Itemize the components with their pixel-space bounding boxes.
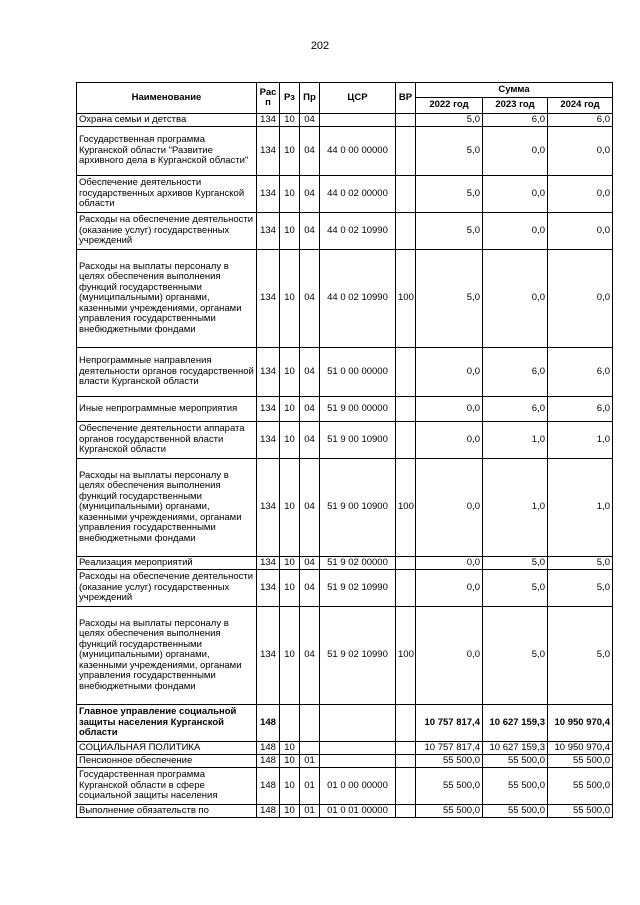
cell-2024: 6,0 xyxy=(548,114,613,127)
cell-2022: 0,0 xyxy=(416,397,483,422)
cell-2022: 5,0 xyxy=(416,176,483,213)
cell-csr: 51 0 00 00000 xyxy=(320,348,396,397)
cell-2022: 5,0 xyxy=(416,250,483,348)
cell-name: Государственная программа Курганской области в сфере социальной защиты населения xyxy=(77,768,257,805)
cell-name: Расходы на обеспечение деятельности (оказание услуг) государственных учреждений xyxy=(77,213,257,250)
cell-csr: 51 9 02 10990 xyxy=(320,607,396,705)
cell-rasp: 134 xyxy=(257,570,280,607)
cell-rz: 10 xyxy=(280,607,300,705)
cell-2024: 5,0 xyxy=(548,570,613,607)
cell-vr xyxy=(396,805,416,818)
cell-csr: 51 9 00 10900 xyxy=(320,422,396,459)
cell-pr: 04 xyxy=(300,127,320,176)
cell-2023: 0,0 xyxy=(483,176,548,213)
cell-2024: 55 500,0 xyxy=(548,755,613,768)
cell-vr xyxy=(396,176,416,213)
cell-rz: 10 xyxy=(280,250,300,348)
cell-2024: 6,0 xyxy=(548,348,613,397)
cell-rz: 10 xyxy=(280,114,300,127)
cell-pr: 04 xyxy=(300,570,320,607)
table-row xyxy=(77,422,613,459)
header-2024: 2024 год xyxy=(548,98,613,114)
cell-2022: 0,0 xyxy=(416,459,483,557)
cell-2023: 55 500,0 xyxy=(483,805,548,818)
cell-2023: 55 500,0 xyxy=(483,755,548,768)
cell-2024: 55 500,0 xyxy=(548,768,613,805)
cell-vr: 100 xyxy=(396,459,416,557)
cell-rz: 10 xyxy=(280,570,300,607)
cell-2022: 0,0 xyxy=(416,570,483,607)
cell-2023: 6,0 xyxy=(483,114,548,127)
cell-2024: 5,0 xyxy=(548,557,613,570)
cell-name: Иные непрограммные мероприятия xyxy=(77,397,257,422)
cell-vr xyxy=(396,348,416,397)
header-name: Наименование xyxy=(77,83,257,114)
cell-2024: 6,0 xyxy=(548,397,613,422)
cell-2023: 0,0 xyxy=(483,127,548,176)
cell-name: Главное управление социальной защиты населения Курганской области xyxy=(77,705,257,742)
cell-2022: 5,0 xyxy=(416,127,483,176)
cell-csr: 01 0 00 00000 xyxy=(320,768,396,805)
cell-2022: 0,0 xyxy=(416,607,483,705)
cell-pr: 04 xyxy=(300,459,320,557)
cell-2023: 10 627 159,3 xyxy=(483,705,548,742)
cell-2022: 55 500,0 xyxy=(416,805,483,818)
cell-pr: 04 xyxy=(300,348,320,397)
header-sum: Сумма xyxy=(416,83,613,98)
cell-rasp: 134 xyxy=(257,348,280,397)
cell-2024: 5,0 xyxy=(548,607,613,705)
cell-pr: 04 xyxy=(300,422,320,459)
cell-vr xyxy=(396,114,416,127)
cell-rasp: 148 xyxy=(257,805,280,818)
table-row xyxy=(77,607,613,705)
cell-name: Расходы на выплаты персоналу в целях обеспечения выполнения функций государственными (муниципальными) органами, казенными учреждениями, органами управления государственными внебюджетными фондами xyxy=(77,250,257,348)
cell-pr: 04 xyxy=(300,176,320,213)
cell-2022: 5,0 xyxy=(416,114,483,127)
cell-name: Расходы на выплаты персоналу в целях обеспечения выполнения функций государственными (муниципальными) органами, казенными учреждениями, органами управления государственными внебюджетными фондами xyxy=(77,607,257,705)
cell-2024: 0,0 xyxy=(548,127,613,176)
header-pr: Пр xyxy=(300,83,320,114)
cell-2023: 0,0 xyxy=(483,250,548,348)
cell-2024: 0,0 xyxy=(548,250,613,348)
cell-rasp: 134 xyxy=(257,422,280,459)
cell-vr xyxy=(396,742,416,755)
cell-rz: 10 xyxy=(280,397,300,422)
page-number: 202 xyxy=(310,40,330,52)
budget-table xyxy=(76,82,613,818)
cell-2024: 0,0 xyxy=(548,213,613,250)
cell-name: Охрана семьи и детства xyxy=(77,114,257,127)
cell-csr: 44 0 02 10990 xyxy=(320,250,396,348)
table-row xyxy=(77,114,613,127)
cell-vr xyxy=(396,570,416,607)
cell-name: Обеспечение деятельности аппарата органов государственной власти Курганской области xyxy=(77,422,257,459)
cell-2023: 55 500,0 xyxy=(483,768,548,805)
cell-2022: 0,0 xyxy=(416,557,483,570)
table-row xyxy=(77,176,613,213)
cell-rz: 10 xyxy=(280,213,300,250)
table-row xyxy=(77,127,613,176)
cell-name: Реализация мероприятий xyxy=(77,557,257,570)
cell-name: Обеспечение деятельности государственных архивов Курганской области xyxy=(77,176,257,213)
cell-pr: 04 xyxy=(300,213,320,250)
cell-rasp: 134 xyxy=(257,176,280,213)
cell-vr xyxy=(396,397,416,422)
cell-csr: 51 9 00 00000 xyxy=(320,397,396,422)
cell-2022: 0,0 xyxy=(416,348,483,397)
cell-rz xyxy=(280,705,300,742)
cell-name: Расходы на выплаты персоналу в целях обеспечения выполнения функций государственными (муниципальными) органами, казенными учреждениями, органами управления государственными внебюджетными фондами xyxy=(77,459,257,557)
cell-2023: 6,0 xyxy=(483,397,548,422)
cell-vr xyxy=(396,705,416,742)
cell-rasp: 134 xyxy=(257,250,280,348)
cell-csr: 51 9 00 10900 xyxy=(320,459,396,557)
header-2023: 2023 год xyxy=(483,98,548,114)
cell-csr: 01 0 01 00000 xyxy=(320,805,396,818)
cell-rasp: 134 xyxy=(257,127,280,176)
cell-name: Пенсионное обеспечение xyxy=(77,755,257,768)
cell-pr: 04 xyxy=(300,114,320,127)
cell-pr: 04 xyxy=(300,607,320,705)
table-row xyxy=(77,755,613,768)
cell-pr: 01 xyxy=(300,768,320,805)
cell-pr: 01 xyxy=(300,755,320,768)
cell-rz: 10 xyxy=(280,459,300,557)
cell-name: СОЦИАЛЬНАЯ ПОЛИТИКА xyxy=(77,742,257,755)
cell-rasp: 134 xyxy=(257,459,280,557)
table-row xyxy=(77,348,613,397)
cell-rz: 10 xyxy=(280,755,300,768)
cell-vr: 100 xyxy=(396,250,416,348)
cell-rasp: 148 xyxy=(257,768,280,805)
cell-2023: 1,0 xyxy=(483,422,548,459)
cell-rz: 10 xyxy=(280,557,300,570)
table-row xyxy=(77,557,613,570)
cell-name: Расходы на обеспечение деятельности (оказание услуг) государственных учреждений xyxy=(77,570,257,607)
table-row xyxy=(77,213,613,250)
cell-rasp: 134 xyxy=(257,213,280,250)
cell-2023: 5,0 xyxy=(483,607,548,705)
cell-2023: 10 627 159,3 xyxy=(483,742,548,755)
table-row xyxy=(77,705,613,742)
cell-2023: 6,0 xyxy=(483,348,548,397)
cell-2024: 10 950 970,4 xyxy=(548,705,613,742)
cell-2024: 1,0 xyxy=(548,459,613,557)
cell-vr: 100 xyxy=(396,607,416,705)
cell-rasp: 134 xyxy=(257,557,280,570)
cell-vr xyxy=(396,422,416,459)
cell-2024: 1,0 xyxy=(548,422,613,459)
cell-csr xyxy=(320,755,396,768)
cell-pr xyxy=(300,742,320,755)
cell-pr xyxy=(300,705,320,742)
table-row xyxy=(77,805,613,818)
cell-vr xyxy=(396,127,416,176)
cell-csr: 51 9 02 00000 xyxy=(320,557,396,570)
cell-rz: 10 xyxy=(280,127,300,176)
cell-rz: 10 xyxy=(280,768,300,805)
cell-rasp: 134 xyxy=(257,607,280,705)
cell-csr xyxy=(320,114,396,127)
cell-rz: 10 xyxy=(280,422,300,459)
header-rz: Рз xyxy=(280,83,300,114)
cell-rasp: 148 xyxy=(257,755,280,768)
header-rasp: Рас п xyxy=(257,83,280,114)
table-row xyxy=(77,570,613,607)
cell-2023: 5,0 xyxy=(483,557,548,570)
cell-rasp: 148 xyxy=(257,705,280,742)
cell-rasp: 134 xyxy=(257,397,280,422)
cell-rasp: 148 xyxy=(257,742,280,755)
cell-2022: 55 500,0 xyxy=(416,768,483,805)
cell-2022: 10 757 817,4 xyxy=(416,742,483,755)
cell-rz: 10 xyxy=(280,742,300,755)
cell-csr: 51 9 02 10990 xyxy=(320,570,396,607)
cell-pr: 01 xyxy=(300,805,320,818)
cell-rz: 10 xyxy=(280,176,300,213)
cell-pr: 04 xyxy=(300,250,320,348)
cell-2022: 55 500,0 xyxy=(416,755,483,768)
cell-rasp: 134 xyxy=(257,114,280,127)
cell-vr xyxy=(396,557,416,570)
cell-csr xyxy=(320,705,396,742)
header-2022: 2022 год xyxy=(416,98,483,114)
table-row xyxy=(77,397,613,422)
cell-2024: 10 950 970,4 xyxy=(548,742,613,755)
cell-2022: 10 757 817,4 xyxy=(416,705,483,742)
cell-name: Непрограммные направления деятельности органов государственной власти Курганской области xyxy=(77,348,257,397)
cell-rz: 10 xyxy=(280,348,300,397)
cell-2023: 0,0 xyxy=(483,213,548,250)
cell-2023: 1,0 xyxy=(483,459,548,557)
table-header xyxy=(77,83,613,114)
cell-name: Государственная программа Курганской области "Развитие архивного дела в Курганской области" xyxy=(77,127,257,176)
header-vr: ВР xyxy=(396,83,416,114)
table-row xyxy=(77,742,613,755)
cell-2022: 0,0 xyxy=(416,422,483,459)
cell-pr: 04 xyxy=(300,557,320,570)
table-row xyxy=(77,768,613,805)
cell-2024: 55 500,0 xyxy=(548,805,613,818)
cell-2022: 5,0 xyxy=(416,213,483,250)
cell-vr xyxy=(396,755,416,768)
cell-pr: 04 xyxy=(300,397,320,422)
cell-csr: 44 0 02 10990 xyxy=(320,213,396,250)
cell-vr xyxy=(396,768,416,805)
cell-2024: 0,0 xyxy=(548,176,613,213)
cell-name: Выполнение обязательств по xyxy=(77,805,257,818)
table-body xyxy=(77,114,613,818)
cell-vr xyxy=(396,213,416,250)
cell-csr: 44 0 02 00000 xyxy=(320,176,396,213)
header-csr: ЦСР xyxy=(320,83,396,114)
cell-csr: 44 0 00 00000 xyxy=(320,127,396,176)
cell-rz: 10 xyxy=(280,805,300,818)
table-row xyxy=(77,459,613,557)
cell-2023: 5,0 xyxy=(483,570,548,607)
table-row xyxy=(77,250,613,348)
cell-csr xyxy=(320,742,396,755)
